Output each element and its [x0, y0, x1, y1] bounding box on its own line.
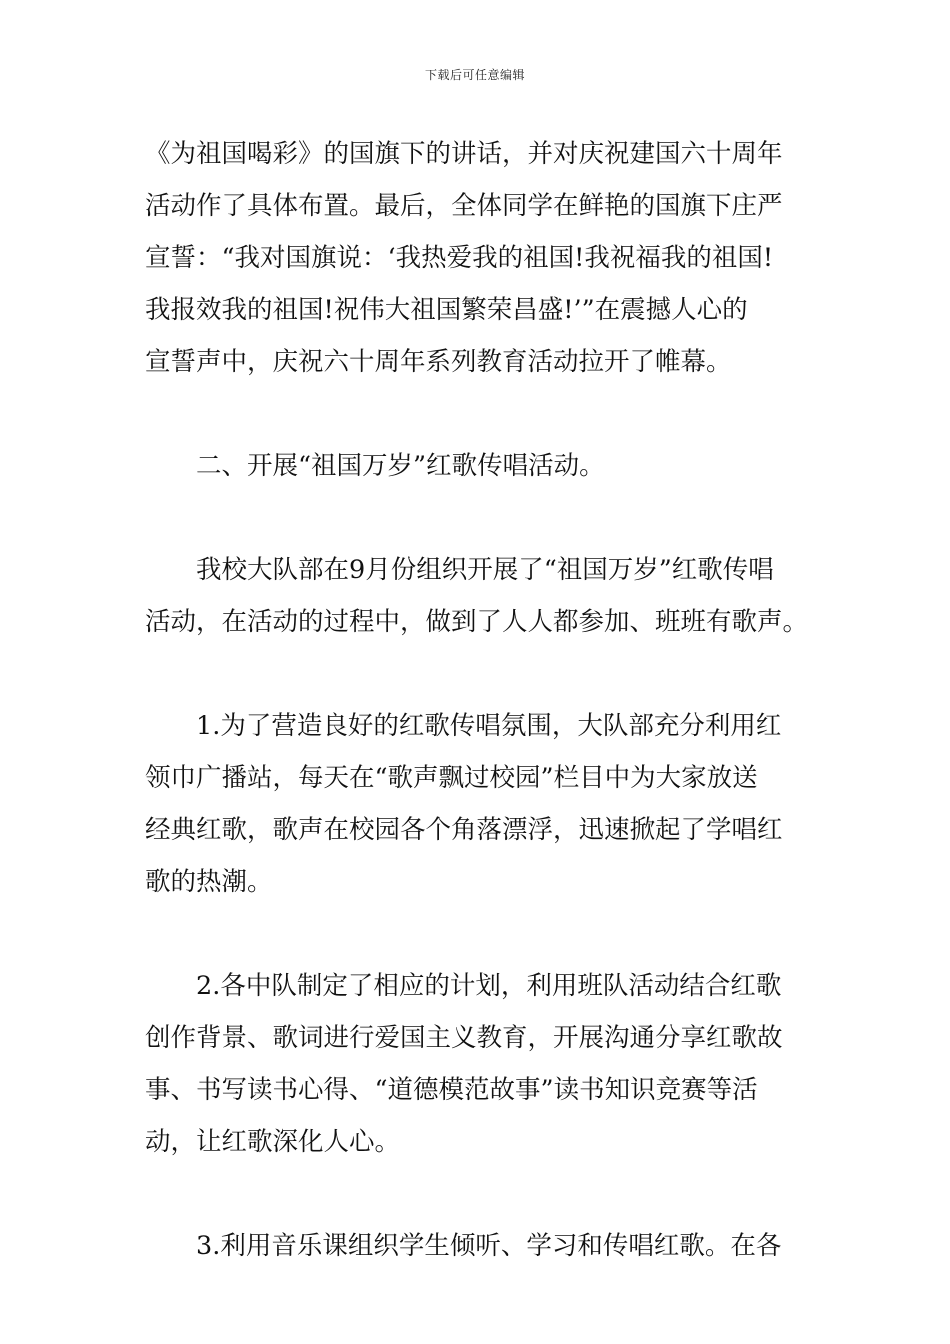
paragraph-flag-speech [145, 128, 810, 388]
text-line: 我校大队部在9月份组织开展了“祖国万岁”红歌传唱 [145, 555, 774, 585]
paragraph-gap [145, 1168, 810, 1220]
paragraph-gap [145, 388, 810, 440]
paragraph-item-2 [145, 960, 810, 1168]
paragraph-gap [145, 492, 810, 544]
text-line: 2.各中队制定了相应的计划，利用班队活动结合红歌 [145, 971, 782, 1001]
text-line: 歌的热潮。 [145, 867, 273, 897]
section-heading-2 [145, 440, 810, 492]
text-line: 活动作了具体布置。最后，全体同学在鲜艳的国旗下庄严 [145, 191, 783, 221]
text-line: 3.利用音乐课组织学生倾听、学习和传唱红歌。在各 [145, 1231, 782, 1261]
text-line: 事、书写读书心得、“道德模范故事”读书知识竞赛等活 [145, 1075, 758, 1105]
text-line: 1.为了营造良好的红歌传唱氛围，大队部充分利用红 [145, 711, 782, 741]
paragraph-gap [145, 648, 810, 700]
text-line: 领巾广播站，每天在“歌声飘过校园”栏目中为大家放送 [145, 763, 758, 793]
text-line: 经典红歌，歌声在校园各个角落漂浮，迅速掀起了学唱红 [145, 815, 783, 845]
document-body [145, 128, 810, 1272]
text-line: 动，让红歌深化人心。 [145, 1127, 401, 1157]
text-line: 创作背景、歌词进行爱国主义教育，开展沟通分享红歌故 [145, 1023, 783, 1053]
page-header: 下载后可任意编辑 [424, 68, 525, 82]
text-line: 二、开展“祖国万岁”红歌传唱活动。 [145, 451, 605, 481]
text-line: 《为祖国喝彩》的国旗下的讲话，并对庆祝建国六十周年 [145, 139, 783, 169]
text-line: 宣誓：“我对国旗说：‘我热爱我的祖国!我祝福我的祖国! [145, 243, 774, 273]
text-line: 我报效我的祖国!祝伟大祖国繁荣昌盛!’”在震撼人心的 [145, 295, 748, 325]
paragraph-red-song-intro [145, 544, 810, 648]
text-line: 宣誓声中，庆祝六十周年系列教育活动拉开了帷幕。 [145, 347, 732, 377]
paragraph-item-1 [145, 700, 810, 908]
paragraph-gap [145, 908, 810, 960]
text-line: 活动，在活动的过程中，做到了人人都参加、班班有歌声。 [145, 607, 809, 637]
paragraph-item-3 [145, 1220, 810, 1272]
